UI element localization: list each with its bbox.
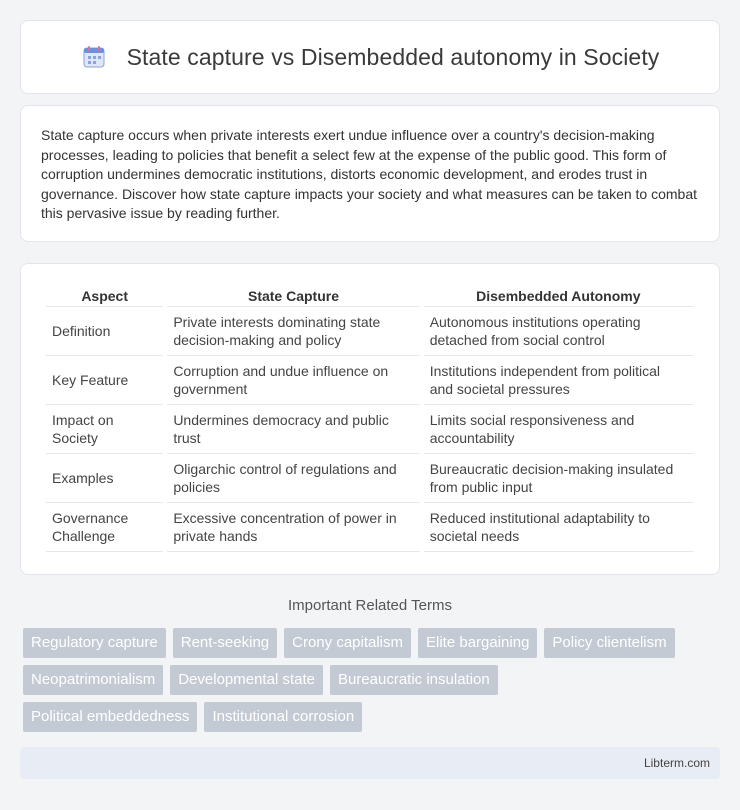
intro-paragraph: State capture occurs when private interests exert undue influence over a country's decision-making processes, leading to policies that benefit a select few at the expense of the public good. This form of corruption undermines democratic institutions, distorts economic development, and erodes trust in governance. Discover how state capture impacts your society and what measures can be taken to combat this pervasive issue by reading further. — [41, 127, 698, 222]
related-terms-list — [23, 628, 723, 739]
row-aspect-cell: Definition — [46, 307, 163, 356]
tag-developmental-state[interactable]: Developmental state — [170, 665, 323, 695]
tag-bureaucratic-insulation[interactable]: Bureaucratic insulation — [330, 665, 498, 695]
row-aspect-cell: Examples — [46, 454, 163, 503]
footer-site-link[interactable]: Libterm.com — [643, 756, 710, 770]
tag-row — [23, 628, 723, 658]
intro-card — [20, 105, 720, 242]
row-disembedded-cell: Institutions independent from political and societal pressures — [424, 356, 693, 405]
row-state-capture-cell: Corruption and undue influence on government — [167, 356, 419, 405]
row-disembedded-cell: Autonomous institutions operating detached from social control — [424, 307, 693, 356]
row-state-capture-cell: Undermines democracy and public trust — [167, 405, 419, 454]
table-header-row — [46, 284, 693, 307]
comparison-table — [42, 284, 697, 552]
tag-political-embeddedness[interactable]: Political embeddedness — [23, 702, 197, 732]
header-disembedded-autonomy: Disembedded Autonomy — [424, 284, 693, 307]
tag-rent-seeking[interactable]: Rent-seeking — [173, 628, 277, 658]
row-aspect-cell: Key Feature — [46, 356, 163, 405]
tag-institutional-corrosion[interactable]: Institutional corrosion — [204, 702, 362, 732]
table-row — [46, 307, 693, 356]
calendar-icon — [81, 44, 107, 70]
row-disembedded-cell: Bureaucratic decision-making insulated from public input — [424, 454, 693, 503]
tag-neopatrimonialism[interactable]: Neopatrimonialism — [23, 665, 163, 695]
tag-row — [23, 702, 723, 732]
table-row — [46, 454, 693, 503]
row-disembedded-cell: Reduced institutional adaptability to societal needs — [424, 503, 693, 552]
tag-crony-capitalism[interactable]: Crony capitalism — [284, 628, 411, 658]
tag-policy-clientelism[interactable]: Policy clientelism — [544, 628, 674, 658]
footer — [20, 747, 720, 779]
header-state-capture: State Capture — [167, 284, 419, 307]
related-terms-title: Important Related Terms — [288, 597, 452, 614]
table-row — [46, 405, 693, 454]
header-aspect: Aspect — [46, 284, 163, 307]
page-title: State capture vs Disembedded autonomy in Society — [126, 43, 660, 70]
row-aspect-cell: Impact on Society — [46, 405, 163, 454]
table-row — [46, 503, 693, 552]
row-state-capture-cell: Oligarchic control of regulations and policies — [167, 454, 419, 503]
row-state-capture-cell: Private interests dominating state decision-making and policy — [167, 307, 419, 356]
tag-row — [23, 665, 723, 695]
row-aspect-cell: Governance Challenge — [46, 503, 163, 552]
tag-elite-bargaining[interactable]: Elite bargaining — [418, 628, 537, 658]
tag-regulatory-capture[interactable]: Regulatory capture — [23, 628, 166, 658]
comparison-card — [20, 263, 720, 575]
title-card — [20, 20, 720, 94]
row-disembedded-cell: Limits social responsiveness and accountability — [424, 405, 693, 454]
table-row — [46, 356, 693, 405]
row-state-capture-cell: Excessive concentration of power in private hands — [167, 503, 419, 552]
